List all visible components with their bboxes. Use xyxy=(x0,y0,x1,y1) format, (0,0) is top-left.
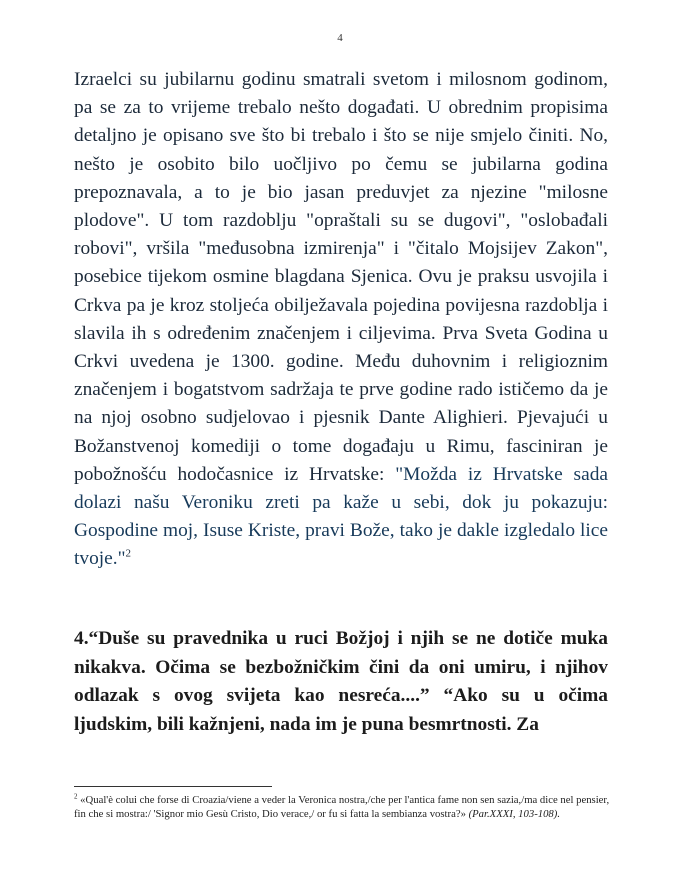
footnote-citation: (Par.XXXI, 103-108). xyxy=(468,807,561,820)
footnote-divider xyxy=(74,786,272,787)
dante-quote: "Možda iz Hrvatske sada dolazi našu Veroniku zreti pa kaže u sebi, dok ju pokazuju: Gospodine moj, Isuse Kriste, pravi Bože, tako je dakle izgledalo lice tvoje." xyxy=(74,463,609,570)
footnote-text: «Qual'è colui che forse di Croazia/viene a veder la Veronica nostra,/che per l'antica fame non sen sazia,/ma dice nel pensier, fin che si mostra:/ 'Signor mio Gesù Cristo, Dio verace,/ or fu si fatta la sembianza vostra?» xyxy=(74,794,610,820)
section-4-heading: 4.“Duše su pravednika u ruci Božjoj i njih se ne dotiče muka nikakva. Očima se bezbožničkim čini da oni umiru, i njihov odlazak s ovog svijeta kao nesreća....” “Ako su u očima ljudskim, bili kažnjeni, nada im je puna besmrtnosti. Za xyxy=(74,628,608,735)
footnote-marker: 2 xyxy=(74,792,78,801)
footnote xyxy=(74,794,614,822)
body-paragraph xyxy=(74,66,608,574)
page-number: 4 xyxy=(337,32,343,44)
footnote-reference[interactable]: 2 xyxy=(125,547,132,560)
paragraph-text: Izraelci su jubilarnu godinu smatrali svetom i milosnom godinom, pa se za to vrijeme trebalo nešto događati. U obrednim propisima detaljno je opisano sve što bi trebalo i što se nije smjelo činiti. No, nešto je osobito bilo uočljivo po čemu se jubilarna godina prepoznavala, a to je bio jasan preduvjet za njezine "milosne plodove". U tom razdoblju "opraštali su se dugovi", "oslobađali robovi", vršila "međusobna izmirenja" i "čitalo Mojsijev Zakon", posebice tijekom osmine blagdana Sjenica. Ovu je praksu usvojila i Crkva pa je kroz stoljeća obilježavala pojedina povijesna razdoblja i slavila ih s određenim značenjem i ciljevima. Prva Sveta Godina u Crkvi uvedena je 1300. godine. Među duhovnim i religioznim značenjem i bogatstvom sadržaja te prve godine rado ističemo da je na njoj osobno sudjelovao i pjesnik Dante Alighieri. Pjevajući u Božanstvenoj komediji o tome događaju u Rimu, fasciniran je pobožnošću hodočasnice iz Hrvatske: xyxy=(74,69,608,485)
